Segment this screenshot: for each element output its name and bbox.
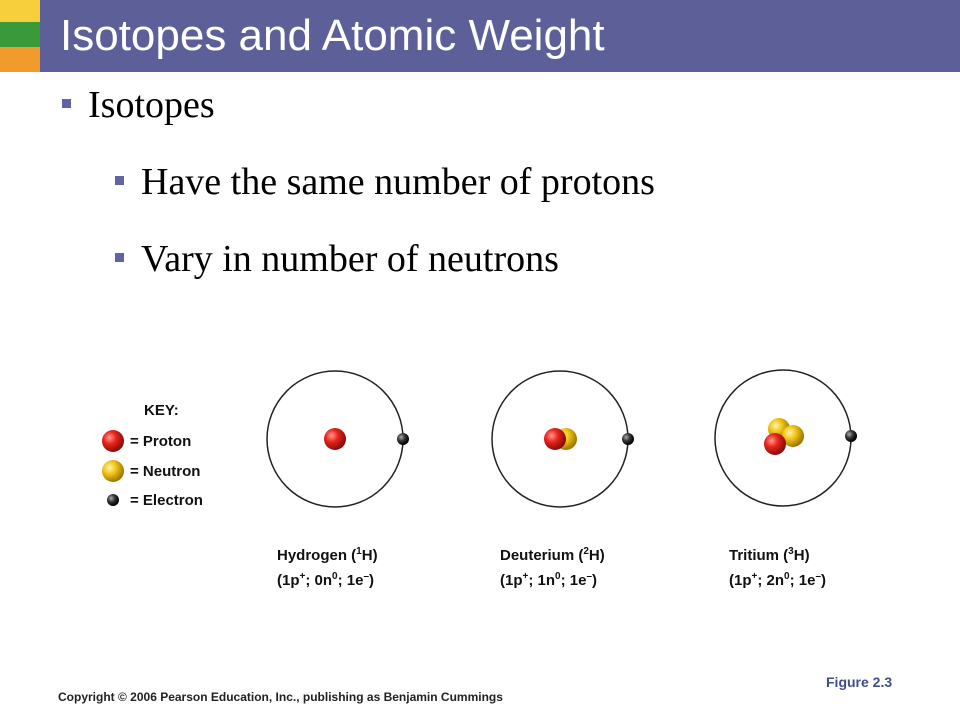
tritium-electron	[845, 430, 857, 442]
figure-label: Figure 2.3	[826, 674, 893, 690]
deuterium-proton	[544, 428, 566, 450]
key-neutron-label: = Neutron	[130, 463, 201, 480]
isotope-name: Hydrogen ($^1$H)	[277, 546, 378, 564]
deuterium-label	[500, 541, 605, 591]
deuterium-electron	[622, 433, 634, 445]
copyright-notice: Copyright © 2006 Pearson Education, Inc., publishing as Benjamin Cummings	[58, 690, 503, 704]
key-proton-label: = Proton	[130, 433, 192, 450]
bullet-text: Have the same number of protons	[141, 161, 655, 203]
tritium-proton	[764, 433, 786, 455]
bullet-text: Isotopes	[88, 84, 215, 126]
key-proton-icon	[102, 430, 124, 452]
isotope-name: Deuterium ($^2$H)	[500, 546, 605, 564]
isotope-composition: (1p+; $0n^0$; 1e–)	[277, 571, 374, 589]
tritium-label	[729, 541, 826, 591]
key-electron-label: = Electron	[130, 492, 203, 509]
hydrogen-electron	[397, 433, 409, 445]
key-electron-icon	[107, 494, 119, 506]
isotope-name: Tritium ($^3$H)	[729, 546, 810, 564]
slide-title: Isotopes and Atomic Weight	[60, 11, 605, 60]
hydrogen-proton	[324, 428, 346, 450]
isotope-composition: (1p+; $2n^0$; 1e–)	[729, 571, 826, 589]
bullet-text: Vary in number of neutrons	[141, 238, 559, 280]
isotope-composition: (1p+; $1n^0$; 1e–)	[500, 571, 597, 589]
hydrogen-label	[277, 541, 378, 591]
key-neutron-icon	[102, 460, 124, 482]
key-title: KEY:	[144, 402, 179, 419]
